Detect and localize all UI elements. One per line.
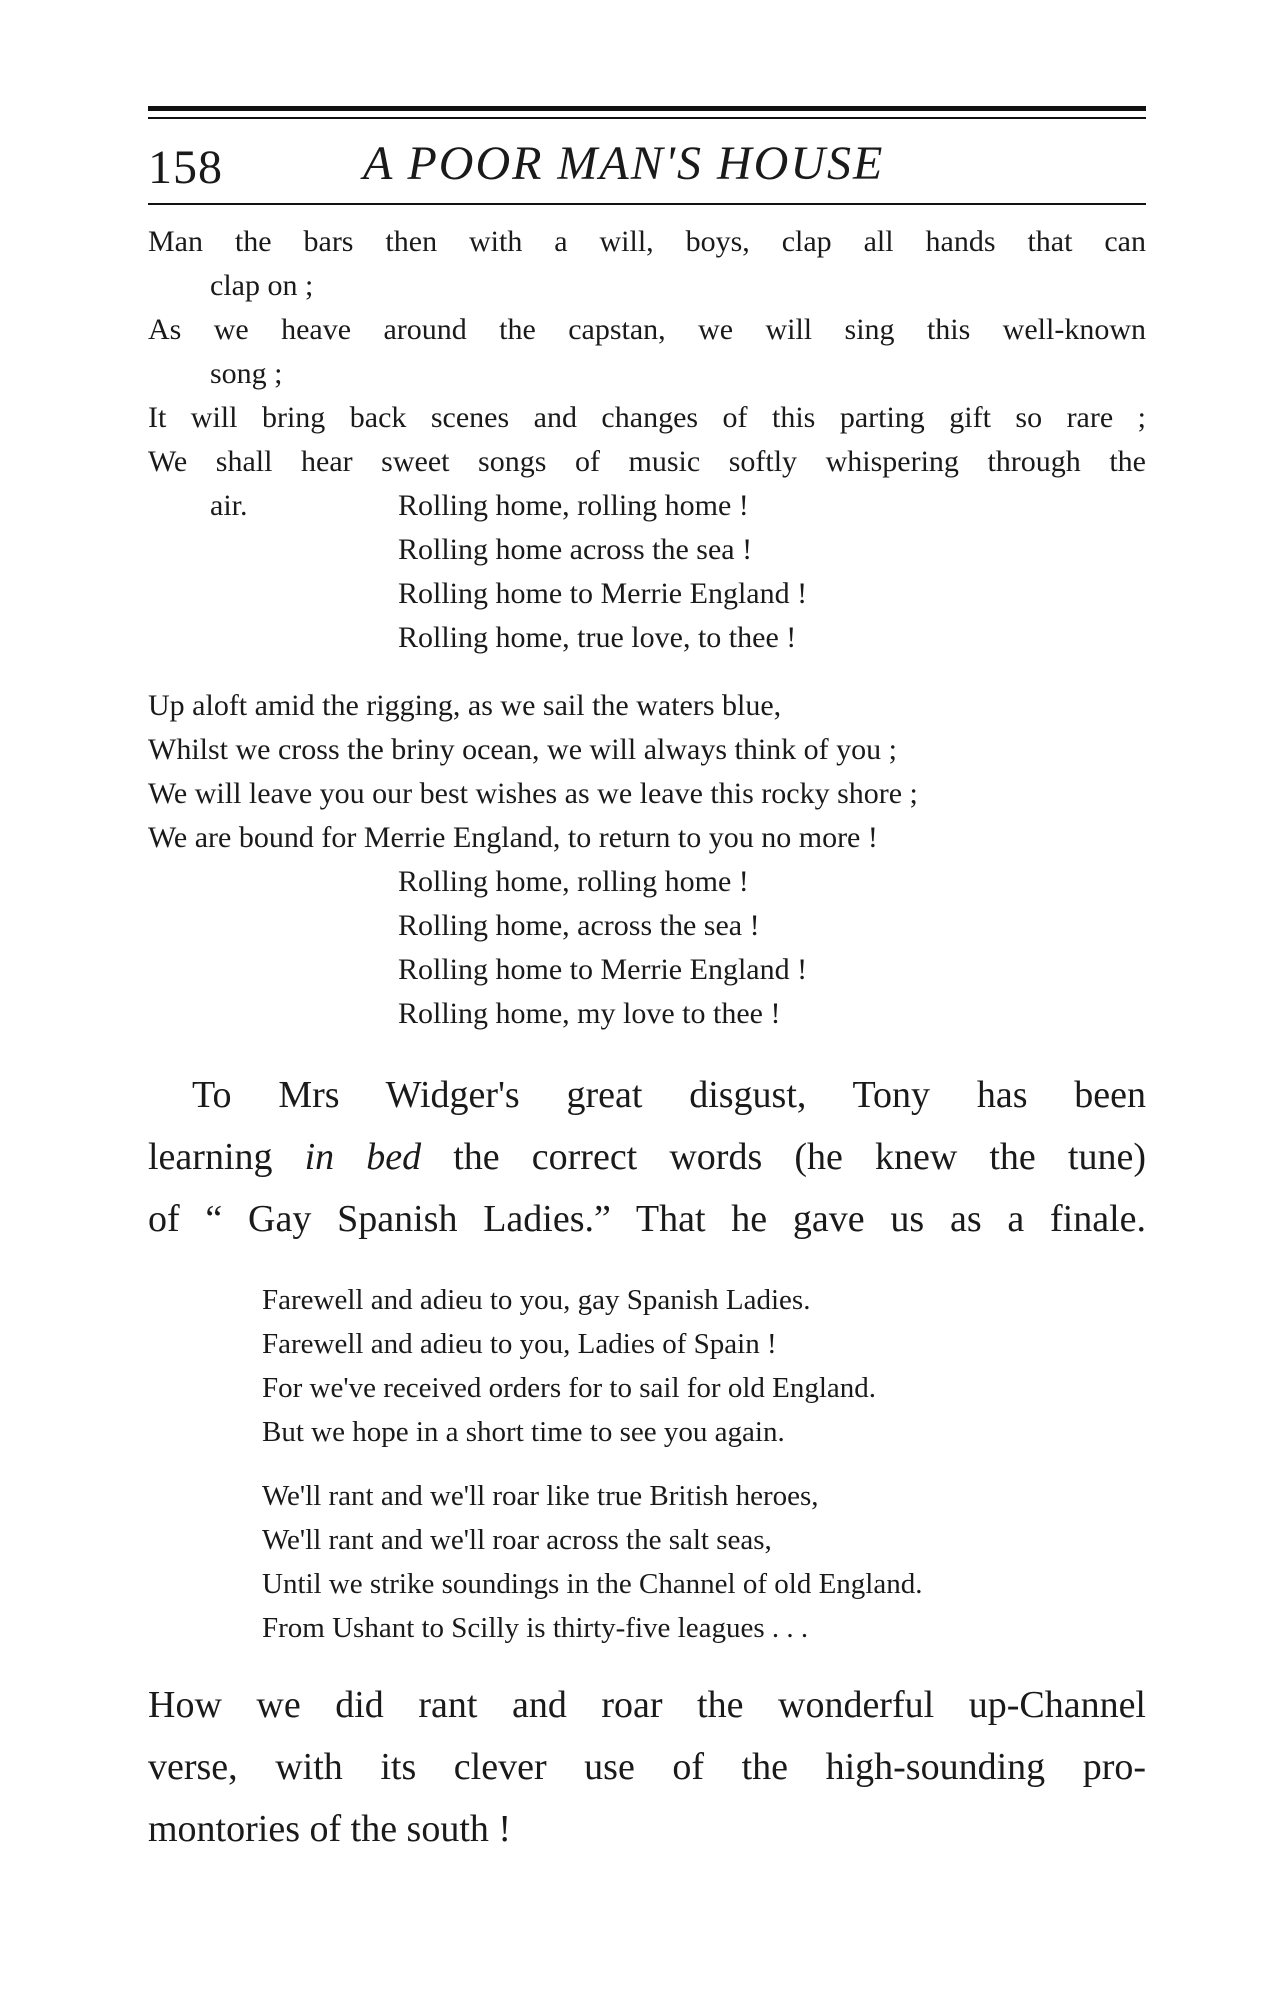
verse-line: We shall hear sweet songs of music softly whispering through the [148,445,1146,478]
chorus-line: Rolling home, rolling home ! [398,865,749,898]
prose-text: learning [148,1136,305,1178]
header-rule-under [148,203,1146,205]
prose-line: verse, with its clever use of the high-sounding pro- [148,1746,1146,1788]
prose-emphasis: in bed [304,1136,422,1178]
chorus-line: Rolling home across the sea ! [398,533,753,566]
prose-line: of “ Gay Spanish Ladies.” That he gave us as a finale. [148,1198,1146,1240]
song-line: We'll rant and we'll roar like true British heroes, [262,1480,819,1512]
prose-line [148,1126,1146,1188]
song-stanza-1 [148,220,1146,528]
chorus-line: Rolling home to Merrie England ! [398,953,808,986]
header-rule-thick [148,106,1146,111]
prose-paragraph-1 [148,1064,1146,1250]
prose-line: How we did rant and roar the wonderful up-Channel [148,1684,1146,1726]
song-line: Until we strike soundings in the Channel of old England. [262,1568,923,1600]
stanza-gap [148,660,1146,684]
chorus-line: Rolling home, rolling home ! [398,489,749,522]
page-content [148,220,1146,1860]
running-title: A POOR MAN'S HOUSE [363,137,885,190]
verse-line: Man the bars then with a will, boys, clap all hands that can [148,225,1146,258]
chorus-line: Rolling home, true love, to thee ! [398,621,797,654]
page-header [148,130,1146,200]
verse-line: Whilst we cross the briny ocean, we will always think of you ; [148,733,898,766]
header-rule-thin [148,117,1146,119]
song-line: Farewell and adieu to you, Ladies of Spain ! [262,1328,777,1360]
song-stanza-2 [148,684,1146,860]
verse-line: song ; [210,357,283,390]
song-line: But we hope in a short time to see you again. [262,1416,785,1448]
verse-line: air. [210,489,248,522]
verse-line: Up aloft amid the rigging, as we sail the waters blue, [148,689,782,722]
prose-line: montories of the south ! [148,1808,512,1850]
verse-gap [262,1454,1146,1474]
song-line: From Ushant to Scilly is thirty-five leagues . . . [262,1612,809,1644]
gay-spanish-ladies-song [148,1278,1146,1650]
page-number: 158 [148,141,223,194]
song-chorus-2 [148,860,1146,1036]
song-line: For we've received orders for to sail for old England. [262,1372,877,1404]
verse-line: We are bound for Merrie England, to return to you no more ! [148,821,878,854]
prose-text: the correct words (he knew the tune) [421,1136,1146,1178]
prose-line: To Mrs Widger's great disgust, Tony has been [192,1074,1146,1116]
prose-paragraph-2 [148,1674,1146,1860]
verse-line: As we heave around the capstan, we will sing this well-known [148,313,1146,346]
song-chorus-1 [148,484,1146,660]
verse-line: It will bring back scenes and changes of this parting gift so rare ; [148,401,1146,434]
chorus-line: Rolling home, my love to thee ! [398,997,781,1030]
song-line: We'll rant and we'll roar across the salt seas, [262,1524,772,1556]
chorus-line: Rolling home to Merrie England ! [398,577,808,610]
chorus-line: Rolling home, across the sea ! [398,909,760,942]
verse-line: We will leave you our best wishes as we leave this rocky shore ; [148,777,918,810]
song-line: Farewell and adieu to you, gay Spanish Ladies. [262,1284,811,1316]
verse-line: clap on ; [210,269,314,302]
